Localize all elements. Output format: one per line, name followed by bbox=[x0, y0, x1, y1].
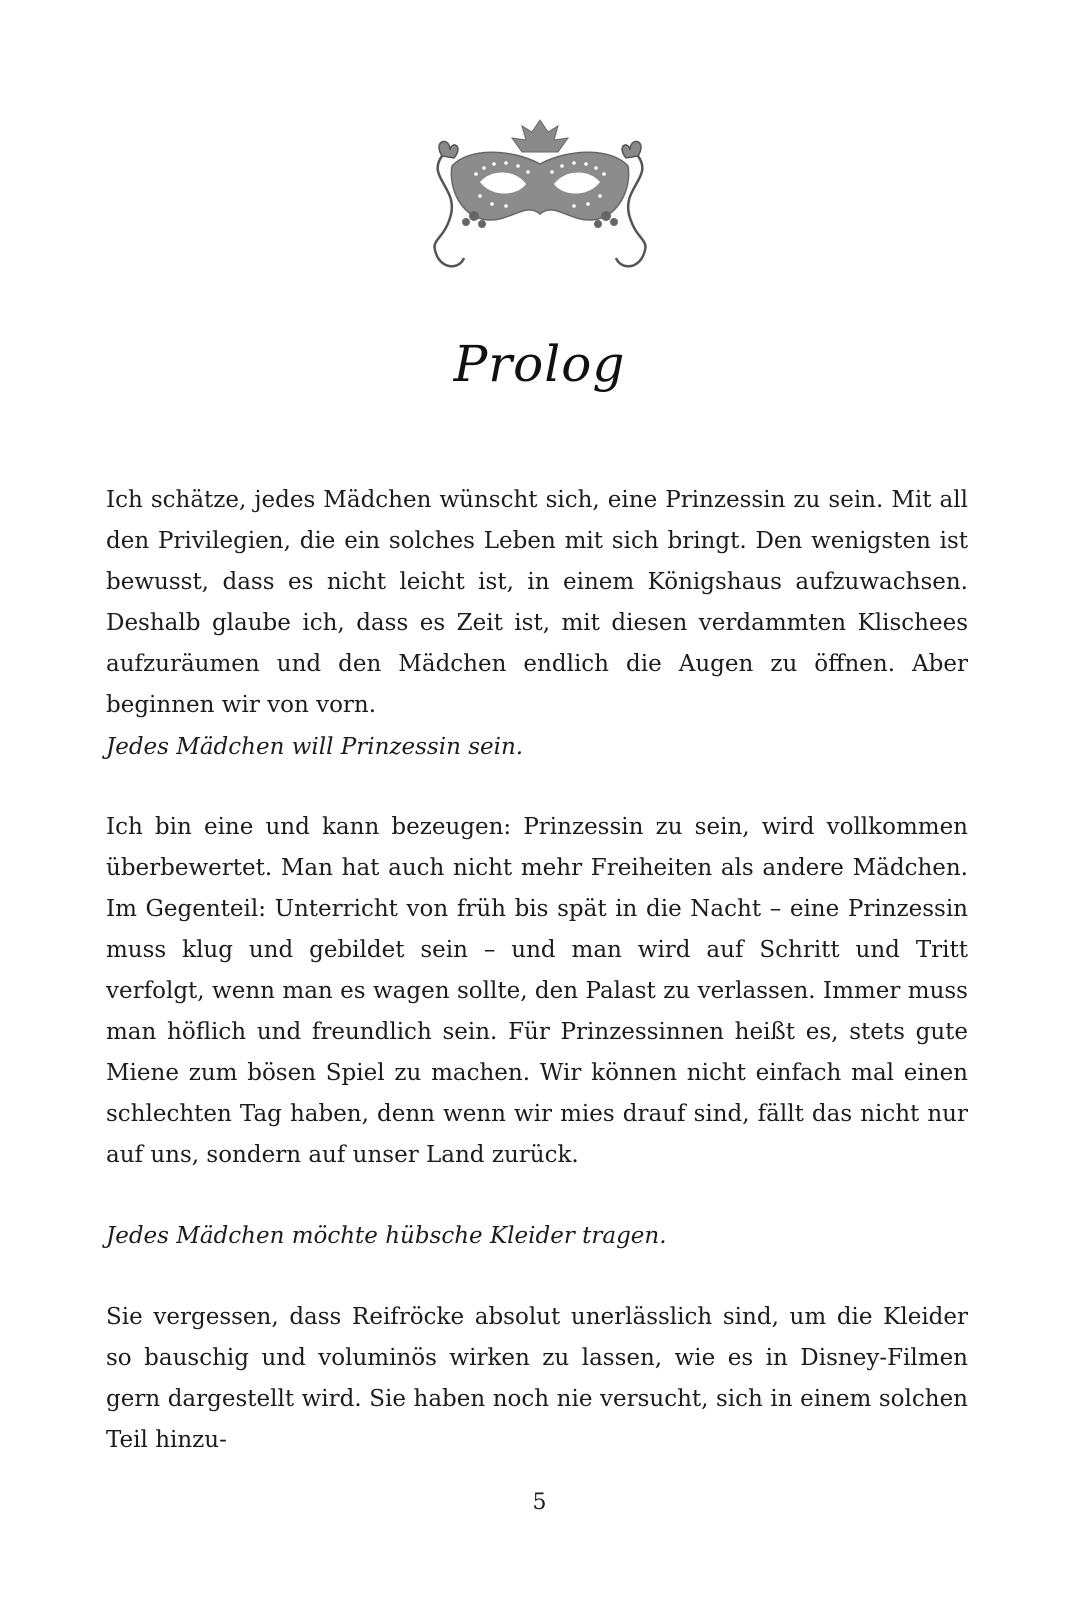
chapter-title: Prolog bbox=[453, 335, 626, 393]
paragraph-1: Ich schätze, jedes Mädchen wünscht sich, eine Prinzessin zu sein. Mit all den Privilegien, die ein solches Leben mit sich bringt. Den wenigsten ist bewusst, dass es nicht leicht ist, in einem Königshaus aufzuwachsen. Deshalb glaube ich, dass es Zeit ist, mit diesen verdammten Klischees aufzuräumen und den Mädchen endlich die Augen zu öffnen. Aber beginnen wir von vorn. bbox=[106, 487, 968, 718]
italic-quote-1: Jedes Mädchen will Prinzessin sein. bbox=[106, 734, 524, 760]
italic-quote-2: Jedes Mädchen möchte hübsche Kleider tragen. bbox=[106, 1223, 667, 1249]
paragraph-2: Ich bin eine und kann bezeugen: Prinzessin zu sein, wird vollkommen überbewertet. Man hat auch nicht mehr Freiheiten als andere Mädchen. Im Gegenteil: Unterricht von früh bis spät in die Nacht – eine Prinzessin muss klug und gebildet sein – und man wird auf Schritt und Tritt verfolgt, wenn man es wagen sollte, den Palast zu verlassen. Immer muss man höflich und freundlich sein. Für Prinzessinnen heißt es, stets gute Miene zum bösen Spiel zu machen. Wir können nicht einfach mal einen schlechten Tag haben, denn wenn wir mies drauf sind, fällt das nicht nur auf uns, sondern auf unser Land zurück. bbox=[106, 814, 968, 1168]
venetian-mask-icon bbox=[420, 118, 660, 278]
paragraph-3: Sie vergessen, dass Reifröcke absolut unerlässlich sind, um die Kleider so bauschig und voluminös wirken zu lassen, wie es in Disney-Filmen gern dargestellt wird. Sie haben noch nie versucht, sich in einem solchen Teil hinzu- bbox=[106, 1304, 968, 1453]
page-number: 5 bbox=[532, 1490, 547, 1515]
